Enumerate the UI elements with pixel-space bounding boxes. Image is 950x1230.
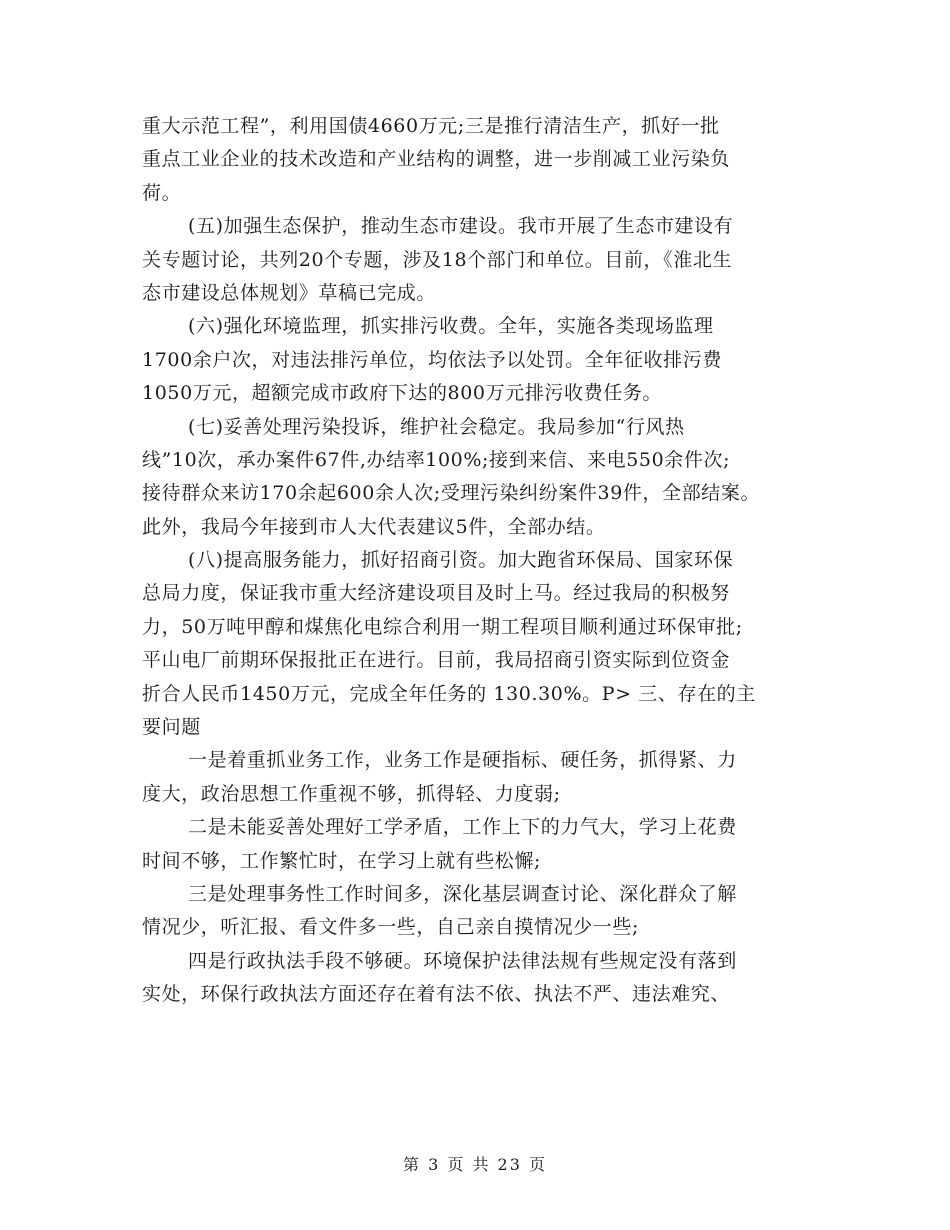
text-line: 要问题: [142, 716, 201, 739]
text-line: 重大示范工程”，利用国债4660万元;三是推行清洁生产，抓好一批: [142, 115, 720, 137]
text-line: 一是着重抓业务工作，业务工作是硬指标、硬任务，抓得紧、力: [188, 749, 737, 772]
text-line: 折合人民币1450万元，完成全年任务的 130.30%。P> 三、存在的主: [142, 682, 756, 705]
text-line: 平山电厂前期环保报批正在进行。目前，我局招商引资实际到位资金: [142, 649, 731, 672]
text-line: 态市建设总体规划》草稿已完成。: [142, 281, 437, 304]
text-line: 度大，政治思想工作重视不够，抓得轻、力度弱;: [142, 782, 561, 805]
text-line: (五)加强生态保护，推动生态市建设。我市开展了生态市建设有: [188, 215, 734, 238]
text-line: 四是行政执法手段不够硬。环境保护法律法规有些规定没有落到: [188, 949, 737, 972]
page-footer: 第 3 页 共 23 页: [403, 1155, 547, 1174]
text-line: (八)提高服务能力，抓好招商引资。加大跑省环保局、国家环保: [188, 549, 734, 572]
text-line: 二是未能妥善处理好工学矛盾，工作上下的力气大，学习上花费: [188, 816, 737, 839]
text-line: 力，50万吨甲醇和煤焦化电综合利用一期工程项目顺利通过环保审批;: [142, 615, 743, 638]
text-line: (六)强化环境监理，抓实排污收费。全年，实施各类现场监理: [188, 315, 714, 338]
text-line: 1050万元，超额完成市政府下达的800万元排污收费任务。: [142, 382, 663, 405]
text-line: 接待群众来访170余起600余人次;受理污染纠纷案件39件，全部结案。: [142, 482, 761, 505]
text-line: 时间不够，工作繁忙时，在学习上就有些松懈;: [142, 849, 542, 872]
text-line: 线”10次，承办案件67件,办结率100%;接到来信、来电550余件次;: [142, 448, 731, 471]
document-body: [142, 110, 832, 1012]
text-line: 总局力度，保证我市重大经济建设项目及时上马。经过我局的积极努: [142, 582, 731, 605]
text-line: 三是处理事务性工作时间多，深化基层调查讨论、深化群众了解: [188, 882, 737, 905]
text-line: 1700余户次，对违法排污单位，均依法予以处罚。全年征收排污费: [142, 348, 722, 371]
text-line: 关专题讨论，共列20个专题，涉及18个部门和单位。目前，《淮北生: [142, 248, 733, 271]
text-line: 此外，我局今年接到市人大代表建议5件，全部办结。: [142, 515, 606, 538]
text-line: 重点工业企业的技术改造和产业结构的调整，进一步削减工业污染负: [142, 148, 731, 171]
text-line: 荷。: [142, 181, 182, 204]
text-line: (七)妥善处理污染投诉，维护社会稳定。我局参加“行风热: [188, 415, 685, 438]
text-line: 实处，环保行政执法方面还存在着有法不依、执法不严、违法难究、: [142, 983, 731, 1006]
text-line: 情况少，听汇报、看文件多一些，自己亲自摸情况少一些;: [142, 916, 640, 939]
